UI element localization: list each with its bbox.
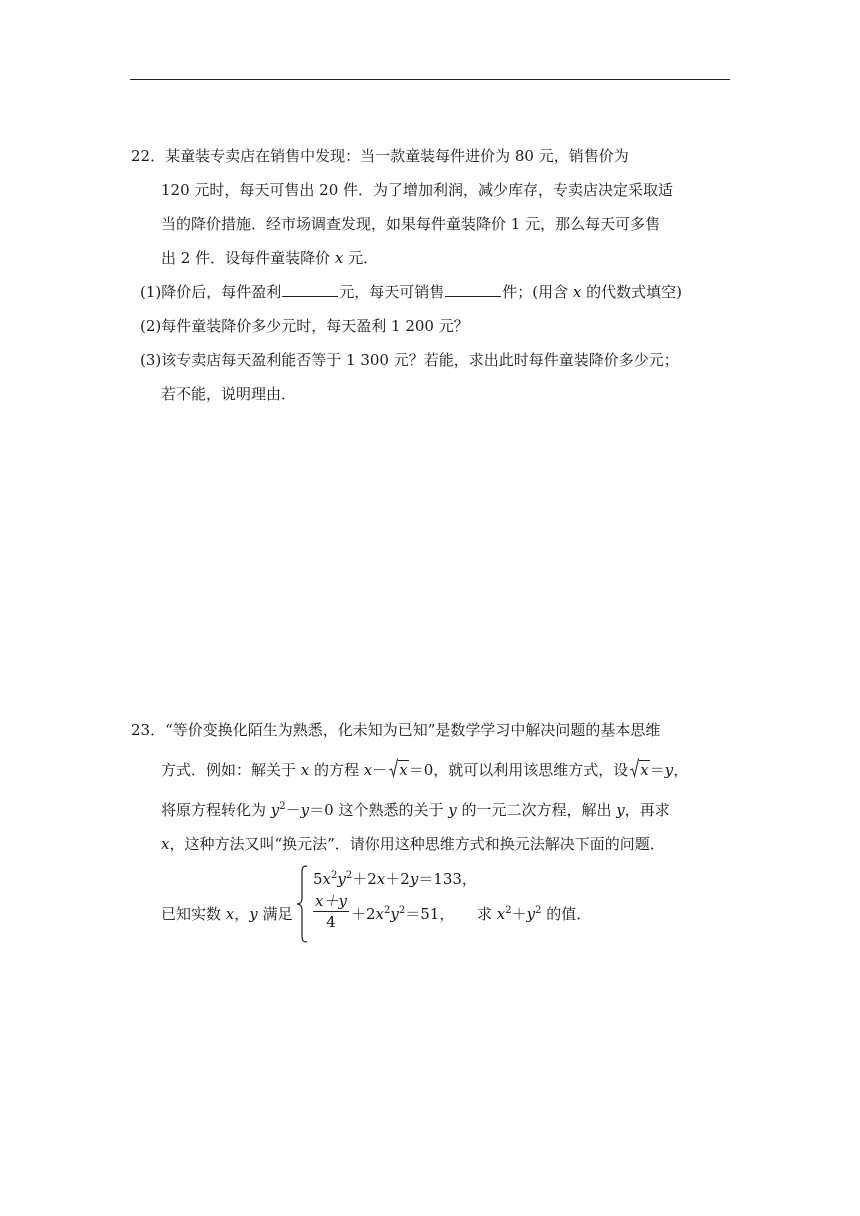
system-lead: 已知实数 x，y 满足 bbox=[161, 905, 293, 923]
q22-part-3-line-2: 若不能，说明理由． bbox=[161, 385, 297, 403]
fraction-x-plus-y-over-4: $\frac{x+y}{4}$ bbox=[313, 892, 349, 932]
answer-blank-quantity[interactable] bbox=[445, 282, 501, 297]
header-rule bbox=[130, 79, 730, 80]
q22-number: 22． bbox=[131, 147, 166, 165]
sqrt-x-1: x bbox=[389, 760, 408, 780]
q22-line-3: 当的降价措施．经市场调查发现，如果每件童装降价 1 元，那么每天可多售 bbox=[161, 215, 661, 233]
system-question: 求 $x^2+y^2$ 的值． bbox=[477, 905, 592, 923]
answer-blank-profit[interactable] bbox=[282, 282, 338, 297]
q23-number: 23． bbox=[131, 721, 166, 739]
q22-line-2: 120 元时，每天可售出 20 件．为了增加利润，减少库存，专卖店决定采取适 bbox=[161, 181, 674, 199]
q23-line-1: 23．“等价变换化陌生为熟悉，化未知为已知”是数学学习中解决问题的基本思维 bbox=[131, 721, 661, 739]
q22-line-1: 22．某童装专卖店在销售中发现：当一款童装每件进价为 80 元，销售价为 bbox=[131, 147, 629, 165]
q22-part-2: (2)每件童装降价多少元时，每天盈利 1 200 元？ bbox=[140, 317, 469, 335]
q22-line-4: 出 2 件．设每件童装降价 x 元． bbox=[161, 249, 379, 267]
q22-part-3-line-1: (3)该专卖店每天盈利能否等于 1 300 元？若能，求出此时每件童装降价多少元； bbox=[140, 351, 679, 369]
equation-2-rest: $+2x^2y^2=51$， bbox=[351, 905, 455, 923]
q23-line-2: 方式．例如：解关于 x 的方程 x－ x＝0，就可以利用该思维方式，设 x＝y， bbox=[161, 761, 689, 779]
sqrt-x-2: x bbox=[630, 760, 649, 780]
q23-line-4: x，这种方法又叫“换元法”．请你用这种思维方式和换元法解决下面的问题． bbox=[161, 835, 665, 853]
equation-1: $5x^2y^2+2x+2y=133$， bbox=[313, 870, 477, 888]
q22-part-1: (1)降价后，每件盈利 元，每天可销售 件；(用含 x 的代数式填空) bbox=[140, 283, 682, 301]
left-brace-icon bbox=[296, 864, 308, 944]
q23-line-3: 将原方程转化为 $y^2-y=0$ 这个熟悉的关于 y 的一元二次方程，解出 y，再求 bbox=[161, 801, 670, 819]
